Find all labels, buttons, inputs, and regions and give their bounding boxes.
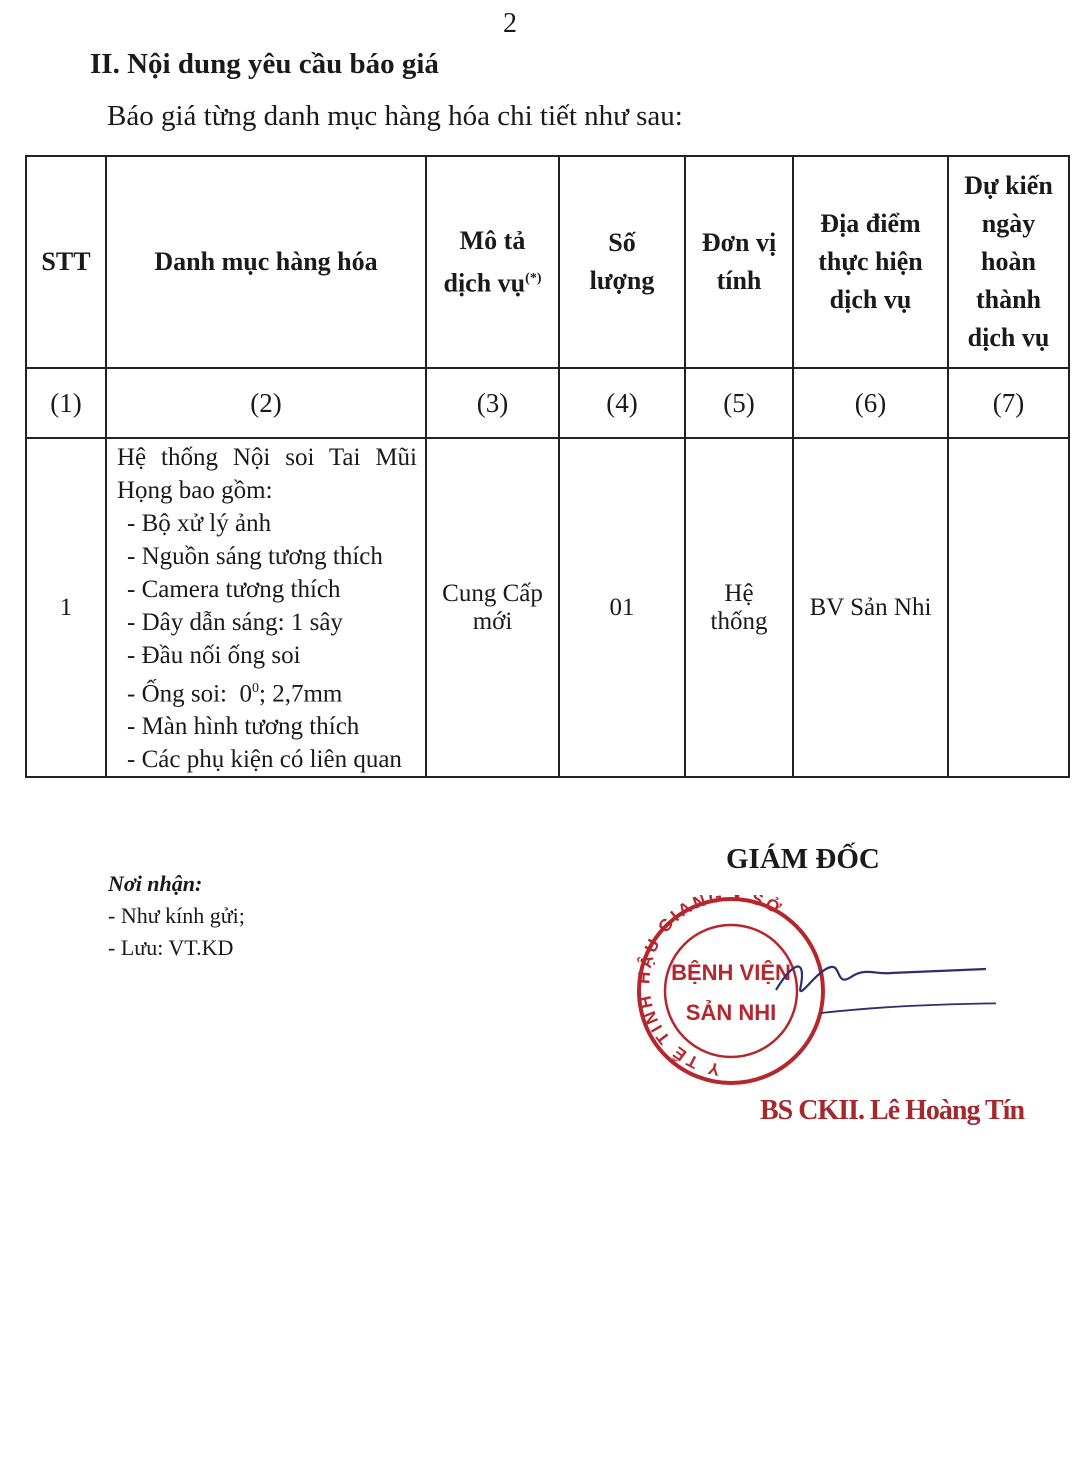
table-header-row <box>26 156 1069 368</box>
component-item: - Các phụ kiện có liên quan <box>127 746 402 774</box>
goods-title-line1: Hệ thống Nội soi Tai Mũi <box>117 444 417 471</box>
signature-stroke <box>776 966 986 991</box>
column-number: (1) <box>26 368 106 438</box>
cell-unit: Hệ thống <box>685 438 793 777</box>
signer-name: BS CKII. Lê Hoàng Tín <box>760 1095 1025 1126</box>
component-item: - Dây dẫn sáng: 1 sây <box>127 609 343 636</box>
component-item: - Đầu nối ống soi <box>127 642 301 669</box>
component-item-scope: - Ống soi: $0^0$; 2,7mm <box>127 680 343 708</box>
cell-expected-date <box>948 438 1069 777</box>
signature-underline <box>821 1003 996 1013</box>
page-number: 2 <box>503 8 517 39</box>
seal-ring-text: Y TẾ TỈNH HẬU GIANG • SỞ <box>636 895 787 1080</box>
recipient-item: - Như kính gửi; <box>108 903 245 928</box>
column-number: (5) <box>685 368 793 438</box>
header-description: Mô tả dịch vụ(*) <box>426 156 559 368</box>
goods-title-line2: Họng bao gồm: <box>117 477 273 504</box>
header-goods: Danh mục hàng hóa <box>106 156 426 368</box>
seal-center-line2: SẢN NHI <box>685 1000 777 1025</box>
director-title: GIÁM ĐỐC <box>726 843 880 875</box>
header-expected-date: Dự kiến ngày hoàn thành dịch vụ <box>948 156 1069 368</box>
column-number-row <box>26 368 1069 438</box>
seal-center-line1: BỆNH VIỆN <box>671 960 791 985</box>
component-item: - Màn hình tương thích <box>127 713 360 741</box>
column-number: (7) <box>948 368 1069 438</box>
seal-and-signature <box>636 895 996 1095</box>
recipient-item: - Lưu: VT.KD <box>108 935 234 960</box>
column-number: (2) <box>106 368 426 438</box>
svg-text:Y TẾ TỈNH HẬU GIANG • SỞ <box>636 895 787 1079</box>
recipients-label: Nơi nhận: <box>108 871 203 896</box>
quotation-table <box>25 155 1070 778</box>
recipients-block <box>108 868 245 964</box>
column-number: (4) <box>559 368 685 438</box>
cell-goods <box>106 438 426 777</box>
column-number: (3) <box>426 368 559 438</box>
header-quantity: Số lượng <box>559 156 685 368</box>
component-item: - Nguồn sáng tương thích <box>127 543 383 570</box>
cell-description: Cung Cấp mới <box>426 438 559 777</box>
component-item: - Bộ xử lý ảnh <box>127 510 272 537</box>
section-title: II. Nội dung yêu cầu báo giá <box>90 48 439 80</box>
cell-quantity: 01 <box>559 438 685 777</box>
column-number: (6) <box>793 368 948 438</box>
cell-stt: 1 <box>26 438 106 777</box>
cell-location: BV Sản Nhi <box>793 438 948 777</box>
table-row <box>26 438 1069 777</box>
intro-text: Báo giá từng danh mục hàng hóa chi tiết như sau: <box>107 100 683 132</box>
component-item: - Camera tương thích <box>127 576 341 603</box>
header-location: Địa điểm thực hiện dịch vụ <box>793 156 948 368</box>
seal-stamp-icon <box>636 895 996 1095</box>
header-stt: STT <box>26 156 106 368</box>
header-unit: Đơn vị tính <box>685 156 793 368</box>
